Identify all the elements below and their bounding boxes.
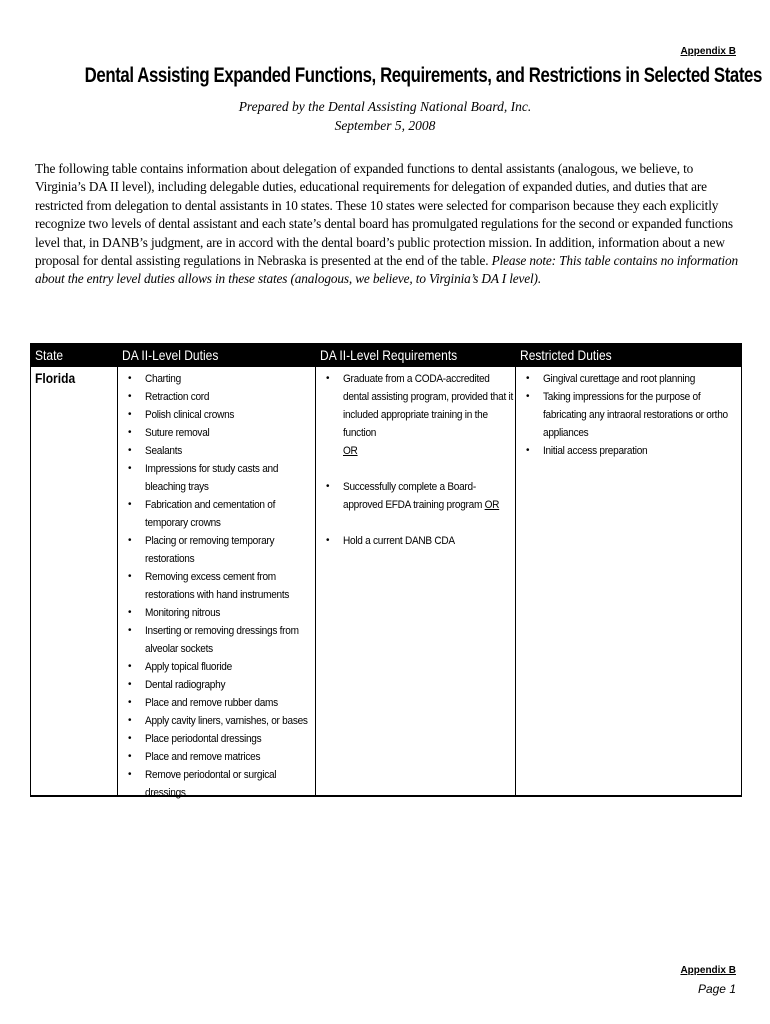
duty-item	[118, 442, 315, 460]
restricted-cell	[516, 367, 741, 795]
requirement-text	[343, 370, 515, 460]
requirement-connector: OR	[484, 499, 500, 511]
duty-item	[118, 748, 315, 766]
duty-item	[118, 712, 315, 730]
requirement-connector: OR	[343, 445, 358, 457]
requirement-item	[316, 532, 515, 550]
duty-item-text: • Impressions for study casts and bleaching trays	[145, 463, 279, 493]
restricted-list	[516, 370, 741, 460]
duty-item	[118, 496, 315, 532]
intro-note: Please note: This table contains no information about the entry level duties allows in these states (analogous, we believe, to Virginia’s DA I level).	[35, 253, 738, 287]
table-row	[30, 367, 742, 797]
duty-item	[118, 766, 315, 802]
duty-item-text: • Inserting or removing dressings from alveolar sockets	[145, 625, 299, 655]
duty-item-text: • Remove periodontal or surgical dressings	[145, 769, 277, 799]
requirements-list	[316, 370, 515, 550]
appendix-label-bottom: Appendix B	[680, 965, 736, 976]
requirement-item	[316, 478, 515, 514]
page-number: Page 1	[697, 982, 736, 996]
duty-item-text: • Dental radiography	[145, 679, 226, 691]
duty-item-text: • Removing excess cement from restorations with hand instruments	[145, 571, 290, 601]
duty-item-text: • Monitoring nitrous	[145, 607, 221, 619]
requirement-text	[343, 478, 515, 514]
restricted-item	[516, 388, 741, 442]
header-duties-label: DA II-Level Duties	[122, 347, 219, 363]
restricted-item	[516, 370, 741, 388]
intro-body: The following table contains information about delegation of expanded functions to dental assistants (analogous, we believe, to Virginia’s DA II level), including delegable duties, educational requirements for delegation of expanded duties, and duties that are restricted from delegation to dental assistants in 10 states. These 10 states were selected for comparison because they each explicitly recognize two levels of dental assistant and each state’s dental board has promulgated regulations for the second or expanded functions level that, in DANB’s judgment, are in accord with the dental board’s public protection mission. In addition, information about a new proposal for dental assisting regulations in Nebraska is presented at the end of the table.	[35, 161, 733, 269]
header-restricted	[516, 347, 742, 363]
duty-item-text: • Charting	[145, 373, 181, 385]
state-name: Florida	[35, 370, 76, 386]
header-requirements-label: DA II-Level Requirements	[320, 347, 458, 363]
duties-cell	[118, 367, 316, 799]
duty-item-text: • Place and remove matrices	[145, 751, 261, 763]
duty-item	[118, 730, 315, 748]
duty-item-text: • Placing or removing temporary restorations	[145, 535, 275, 565]
prepared-by: Prepared by the Dental Assisting National Board, Inc.	[238, 99, 532, 114]
duty-item	[118, 388, 315, 406]
requirement-body: Graduate from a CODA-accredited dental assisting program, provided that it included appropriate training in the function	[343, 373, 514, 439]
duty-item-text: • Retraction cord	[145, 391, 210, 403]
duty-item-text: • Fabrication and cementation of temporary crowns	[145, 499, 276, 529]
duty-item-text: • Place periodontal dressings	[145, 733, 262, 745]
document-date: September 5, 2008	[334, 118, 436, 133]
restricted-item-text: • Gingival curettage and root planning	[543, 373, 696, 385]
restricted-item-text: • Initial access preparation	[543, 445, 648, 457]
duty-item	[118, 658, 315, 676]
duty-item-text: • Place and remove rubber dams	[145, 697, 278, 709]
requirement-text	[343, 532, 515, 550]
duty-item-text: • Sealants	[145, 445, 183, 457]
duty-item	[118, 622, 315, 658]
restricted-item-text: • Taking impressions for the purpose of fabricating any intraoral restorations or ortho appliances	[543, 391, 728, 439]
table-header	[30, 343, 742, 367]
header-state-label: State	[35, 347, 64, 363]
appendix-label-top: Appendix B	[680, 46, 736, 57]
duty-item-text: • Polish clinical crowns	[145, 409, 235, 421]
header-restricted-label: Restricted Duties	[520, 347, 612, 363]
duty-item	[118, 460, 315, 496]
header-requirements	[316, 347, 516, 363]
functions-table	[30, 343, 742, 797]
duty-item	[118, 532, 315, 568]
duty-item-text: • Apply cavity liners, varnishes, or bases	[145, 715, 308, 727]
state-cell	[31, 367, 118, 795]
page-title-text: Dental Assisting Expanded Functions, Requirements, and Restrictions in Selected States	[84, 64, 762, 87]
duty-item	[118, 568, 315, 604]
duty-item	[118, 604, 315, 622]
duty-item	[118, 694, 315, 712]
page-title	[0, 64, 770, 88]
duty-item	[118, 676, 315, 694]
requirement-body: Hold a current DANB CDA	[343, 535, 455, 547]
duty-item	[118, 424, 315, 442]
duty-item	[118, 406, 315, 424]
requirements-cell	[316, 367, 516, 795]
duty-item	[118, 370, 315, 388]
duty-item-text: • Apply topical fluoride	[145, 661, 232, 673]
header-duties	[118, 347, 316, 363]
header-state	[30, 347, 118, 363]
requirement-body: Successfully complete a Board-approved EFDA training program	[343, 481, 485, 511]
requirement-item	[316, 370, 515, 460]
intro-paragraph	[35, 160, 741, 289]
duty-item-text: • Suture removal	[145, 427, 210, 439]
duties-list	[118, 370, 315, 802]
restricted-item	[516, 442, 741, 460]
